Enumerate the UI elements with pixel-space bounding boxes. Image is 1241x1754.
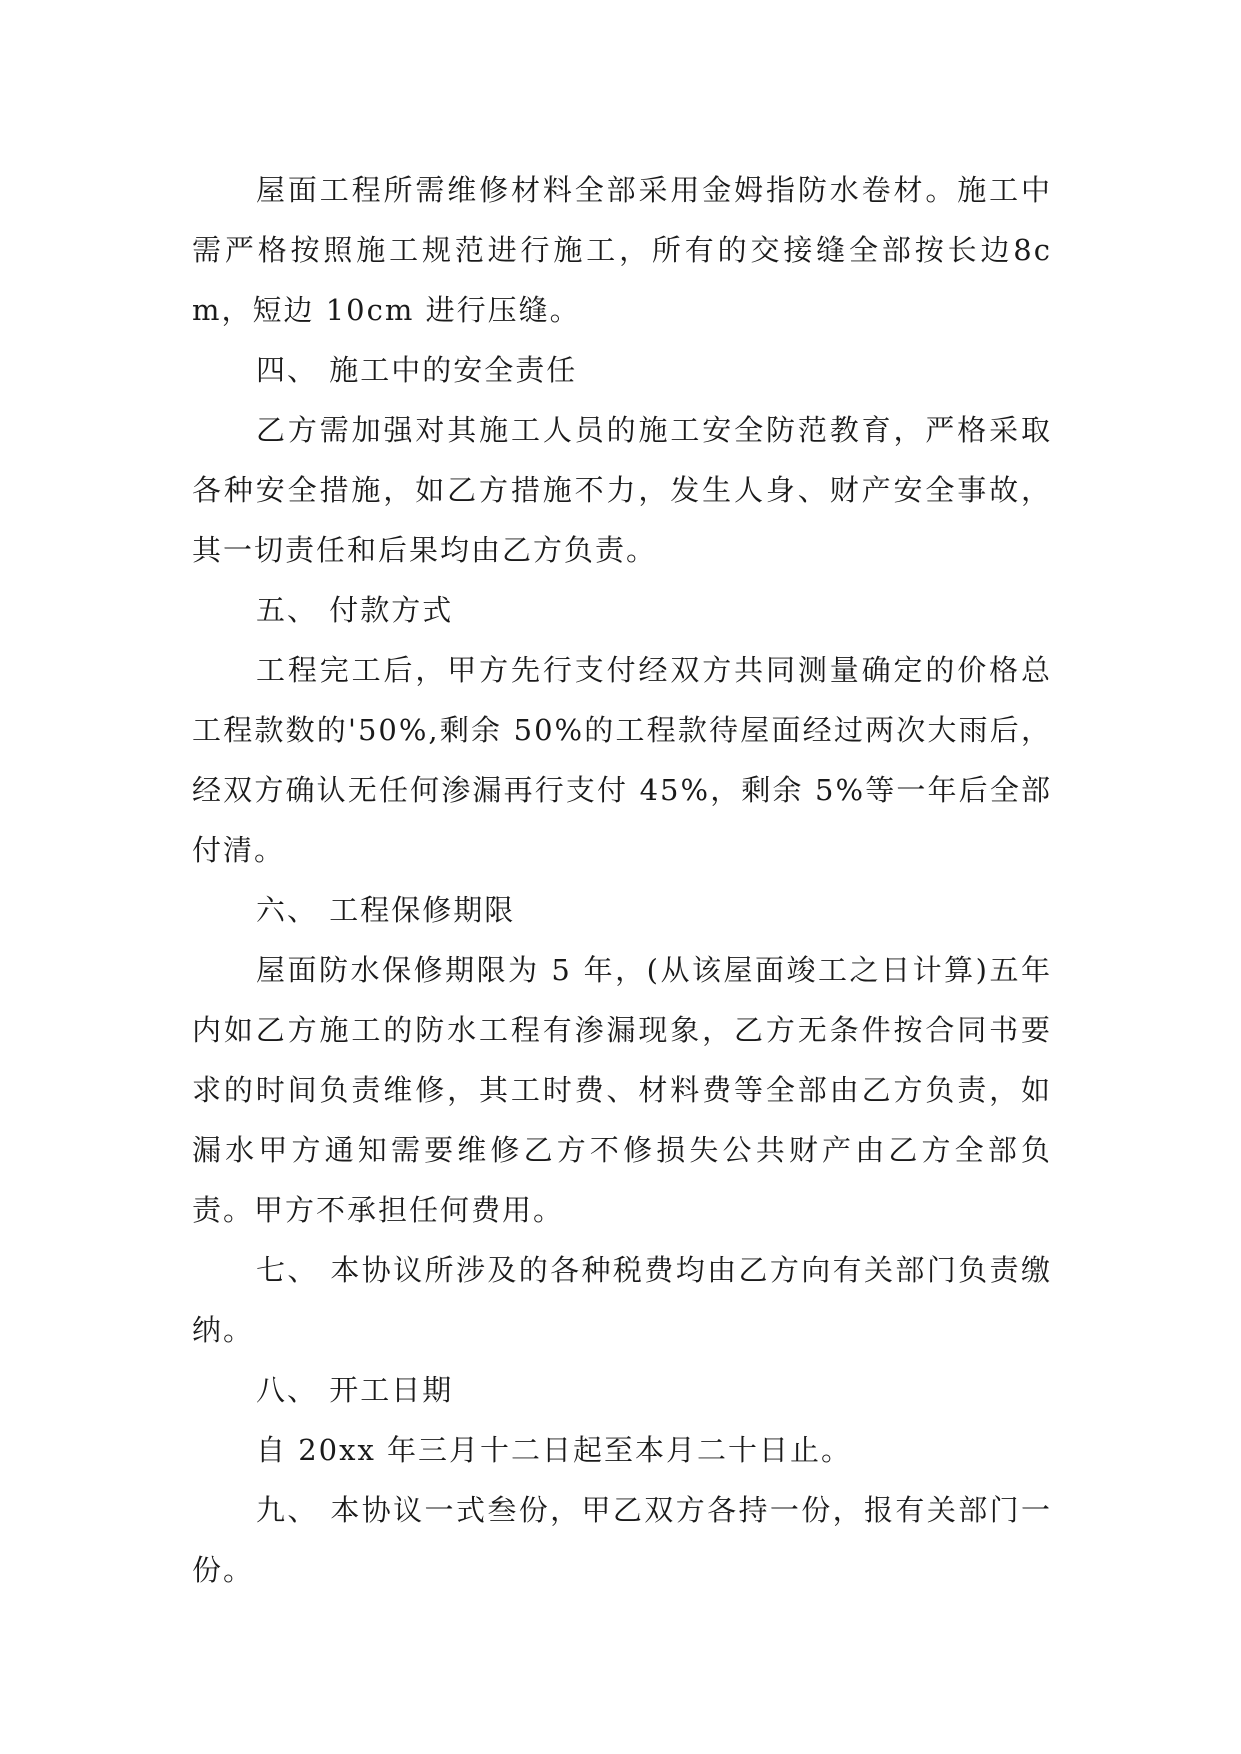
paragraph-materials: 屋面工程所需维修材料全部采用金姆指防水卷材。施工中需严格按照施工规范进行施工，所有的交接缝全部按长边8cm，短边 10cm 进行压缝。 — [192, 173, 1052, 327]
paragraph-copies: 九、 本协议一式叁份，甲乙双方各持一份，报有关部门一 份。 — [192, 1493, 1052, 1587]
heading-payment-method: 五、 付款方式 — [256, 593, 454, 627]
paragraph-start-date: 自 20xx 年三月十二日起至本月二十日止。 — [256, 1433, 853, 1467]
heading-start-date: 八、 开工日期 — [256, 1373, 454, 1407]
heading-safety-responsibility: 四、 施工中的安全责任 — [256, 353, 578, 387]
paragraph-taxes: 七、 本协议所涉及的各种税费均由乙方向有关部门负责缴 纳。 — [192, 1253, 1052, 1347]
heading-warranty-period: 六、 工程保修期限 — [256, 893, 516, 927]
document-body — [192, 160, 1052, 1600]
paragraph-warranty: 屋面防水保修期限为 5 年，(从该屋面竣工之日计算)五年内如乙方施工的防水工程有渗漏现象，乙方无条件按合同书要求的时间负责维修，其工时费、材料费等全部由乙方负责，如漏水甲方通知需要维修乙方不修损失公共财产由乙方全部负责。甲方不承担任何费用。 — [192, 953, 1052, 1227]
paragraph-payment: 工程完工后，甲方先行支付经双方共同测量确定的价格总工程款数的'50%,剩余 50%的工程款待屋面经过两次大雨后，经双方确认无任何渗漏再行支付 45%，剩余 5%等一年后全部付清。 — [192, 653, 1052, 867]
paragraph-safety: 乙方需加强对其施工人员的施工安全防范教育，严格采取各种安全措施，如乙方措施不力，发生人身、财产安全事故，其一切责任和后果均由乙方负责。 — [192, 413, 1052, 567]
